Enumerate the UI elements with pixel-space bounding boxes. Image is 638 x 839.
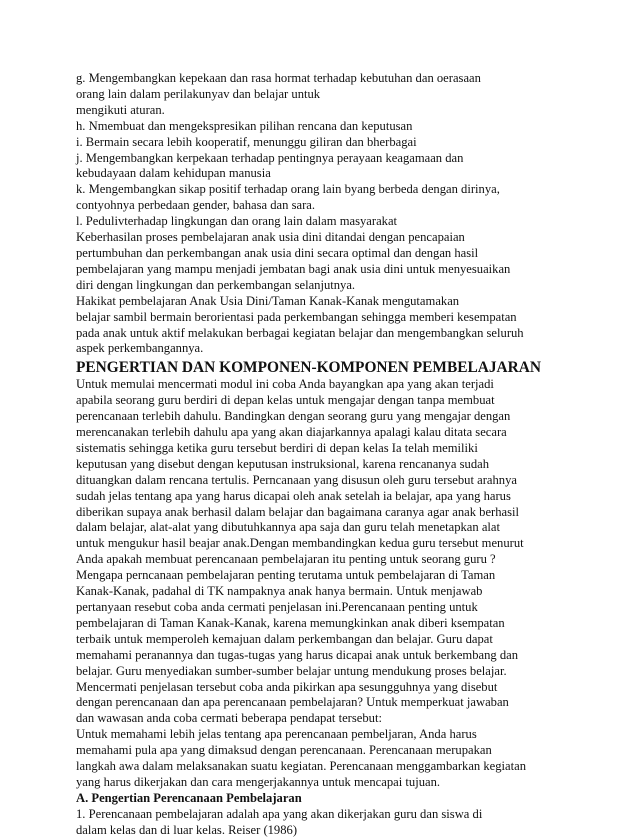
text-line: 1. Perencanaan pembelajaran adalah apa yang akan dikerjakan guru dan siswa di xyxy=(76,806,483,821)
document-page xyxy=(76,71,596,839)
text-line: Untuk memulai mencermati modul ini coba Anda bayangkan apa yang akan terjadi xyxy=(76,377,494,392)
text-line: h. Nmembuat dan mengekspresikan pilihan rencana dan keputusan xyxy=(76,118,413,133)
text-line: Untuk memahami lebih jelas tentang apa perencanaan pembeljaran, Anda harus xyxy=(76,727,477,742)
definition-paragraph xyxy=(76,807,596,839)
section-heading: PENGERTIAN DAN KOMPONEN-KOMPONEN PEMBELAJARAN xyxy=(76,359,542,377)
text-line: aspek perkembangannya. xyxy=(76,341,204,356)
text-line: dituangkan dalam rencana tertulis. Perncanaan yang disusun oleh guru tersebut arahnya xyxy=(76,472,517,487)
text-line: kebudayaan dalam kehidupan manusia xyxy=(76,166,271,181)
text-line: pembelajaran yang mampu menjadi jembatan bagi anak usia dini untuk menyesuaikan xyxy=(76,261,511,276)
text-line: belajar sambil bermain berorientasi pada perkembangan sehingga memberi kesempatan xyxy=(76,309,517,324)
text-line: g. Mengembangkan kepekaan dan rasa hormat terhadap kebutuhan dan oerasaan xyxy=(76,71,481,85)
text-line: orang lain dalam perilakunyav dan belajar untuk xyxy=(76,86,321,101)
text-line: apabila seorang guru berdiri di depan kelas untuk mengajar dengan tanpa membuat xyxy=(76,393,495,408)
text-line: j. Mengembangkan kerpekaan terhadap pentingnya perayaan keagamaan dan xyxy=(76,150,464,165)
text-line: dan wawasan anda coba cermati beberapa pendapat tersebut: xyxy=(76,711,382,726)
text-line: Hakikat pembelajaran Anak Usia Dini/Taman Kanak-Kanak mengutamakan xyxy=(76,293,460,308)
text-line: Keberhasilan proses pembelajaran anak usia dini ditandai dengan pencapaian xyxy=(76,230,465,245)
text-line: diberikan supaya anak berhasil dalam belajar dan bagaimana caranya agar anak berhasil xyxy=(76,504,520,519)
text-line: Kanak-Kanak, padahal di TK nampaknya anak hanya bermain. Untuk menjawab xyxy=(76,584,483,599)
text-line: diri dengan lingkungan dan perkembangan selanjutnya. xyxy=(76,277,356,292)
text-line: l. Pedulivterhadap lingkungan dan orang lain dalam masyarakat xyxy=(76,214,398,229)
text-line: contyohnya perbedaan gender, bahasa dan sara. xyxy=(76,198,316,213)
text-line: memahami peranannya dan tugas-tugas yang harus dicapai anak untuk berkembang dan xyxy=(76,647,519,662)
text-line: yang harus dikerjakan dan cara mengerjakannya untuk mencapai tujuan. xyxy=(76,774,441,789)
text-line: pertanyaan resebut coba anda cermati penjelasan ini.Perencanaan penting untuk xyxy=(76,600,478,614)
intro-paragraphs xyxy=(76,377,596,791)
text-line: dengan perencanaan dan apa perencanaan pembelajaran? Untuk memperkuat jawaban xyxy=(76,695,509,710)
goals-list-section xyxy=(76,71,596,357)
text-line: pada anak untuk aktif melakukan berbagai kegiatan belajar dan mengembangkan seluruh xyxy=(76,325,524,340)
text-line: untuk mengukur hasil beajar anak.Dengan membandingkan kedua guru tersebut menurut xyxy=(76,536,524,551)
text-line: merencanakan terlebih dahulu apa yang akan diajarkannya apalagi kalau ditata secara xyxy=(76,425,507,440)
text-line: memahami pula apa yang dimaksud dengan perencanaan. Perencanaan merupakan xyxy=(76,743,492,758)
subsection-heading: A. Pengertian Perencanaan Pembelajaran xyxy=(76,790,302,805)
text-line: dalam belajar, alat-alat yang dibutuhkannya apa saja dan guru telah menetapkan alat xyxy=(76,520,500,535)
text-line: Anda apakah membuat perencanaan pembelajaran itu penting untuk seorang guru ? xyxy=(76,552,496,567)
text-line: mengikuti aturan. xyxy=(76,102,165,117)
text-line: perencanaan terlebih dahulu. Bandingkan dengan seorang guru yang mengajar dengan xyxy=(76,409,511,424)
text-line: pertumbuhan dan perkembangan anak usia dini secara optimal dan dengan hasil xyxy=(76,245,479,260)
text-line: terbaik untuk memperoleh kemajuan dalam perkembangan dan belajar. Guru dapat xyxy=(76,631,493,646)
text-line: i. Bermain secara lebih kooperatif, menunggu giliran dan bherbagai xyxy=(76,134,417,149)
text-line: pembelajaran di Taman Kanak-Kanak, karena memungkinkan anak diberi ksempatan xyxy=(76,615,505,630)
text-line: sistematis sehingga ketika guru tersebut berdiri di depan kelas Ia telah memiliki xyxy=(76,440,478,455)
text-line: dalam kelas dan di luar kelas. Reiser (1986) xyxy=(76,822,298,837)
text-line: sudah jelas tentang apa yang harus dicapai oleh anak setelah ia belajar, apa yang harus xyxy=(76,488,511,503)
text-line: langkah awa dalam melaksanakan suatu kegiatan. Perencanaan menggambarkan kegiatan xyxy=(76,759,527,774)
text-line: belajar. Guru menyediakan sumber-sumber belajar untung mendukung proses belajar. xyxy=(76,663,507,678)
text-line: Mencermati penjelasan tersebut coba anda pikirkan apa sesungguhnya yang disebut xyxy=(76,679,498,694)
text-line: keputusan yang disebut dengan keputusan instruksional, karena rencananya sudah xyxy=(76,456,490,471)
text-line: k. Mengembangkan sikap positif terhadap orang lain byang berbeda dengan dirinya, xyxy=(76,182,500,197)
text-line: Mengapa perncanaan pembelajaran penting terutama untuk pembelajaran di Taman xyxy=(76,568,496,583)
